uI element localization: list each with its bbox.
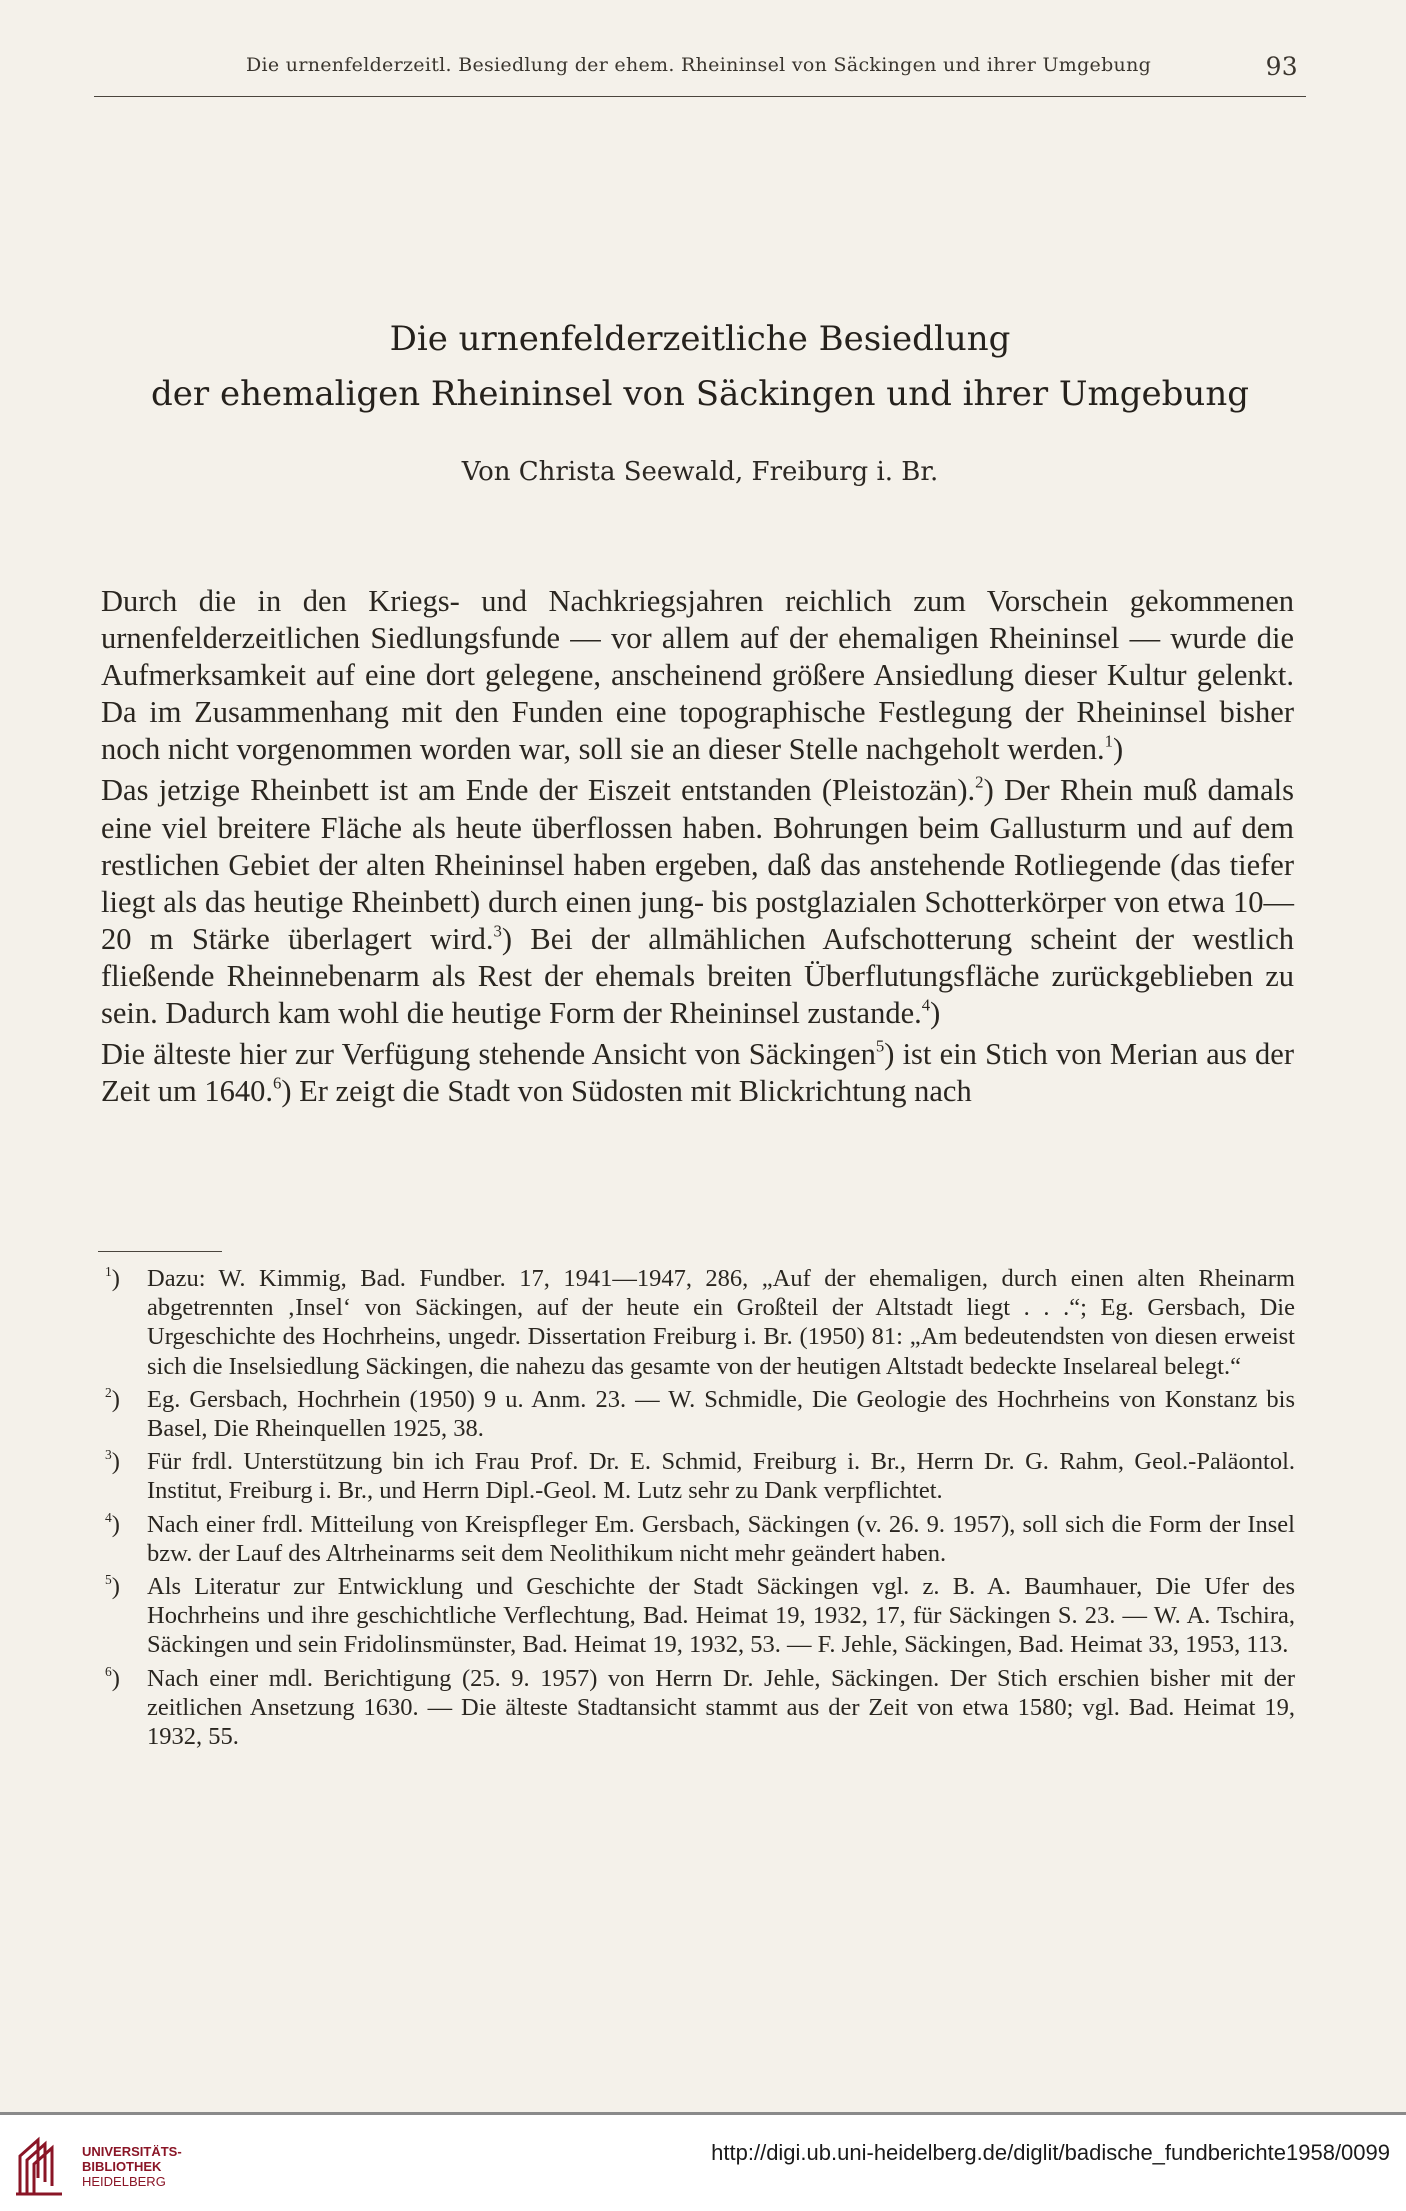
paragraph-2 (101, 772, 1294, 1032)
paragraph-1 (101, 583, 1294, 768)
footnote-ref: 5 (875, 1036, 885, 1056)
article-author: Von Christa Seewald, Freiburg i. Br. (461, 457, 939, 487)
footnote (105, 1572, 1295, 1660)
footnote-mark: $^3$) (105, 1447, 120, 1476)
paragraph-text: ) Er zeigt die Stadt von Südosten mit Blickrichtung nach (281, 1074, 972, 1109)
footnote-text: Dazu: W. Kimmig, Bad. Fundber. 17, 1941—1947, 286, „Auf der ehemaligen, durch einen alten Rheinarm abgetrennten ‚Insel‘ von Säckingen, auf der heute ein Großteil der Altstadt liegt . . .“; Eg. Gersbach, Die Urgeschichte des Hochrheins, ungedr. Dissertation Freiburg i. Br. (1950) 81: „Am bedeutendsten von diesen erweist sich die Inselsiedlung Säckingen, die nahezu das gesamte von der heutigen Altstadt bedeckte Inselareal belegt.“ (147, 1265, 1295, 1380)
title-line-2: der ehemaligen Rheininsel von Säckingen und ihrer Umgebung (151, 374, 1249, 414)
header-rule (94, 96, 1306, 97)
footnote-mark: $^1$) (105, 1263, 120, 1292)
page-number: 93 (1265, 52, 1298, 81)
library-name-line-3: HEIDELBERG (82, 2174, 166, 2189)
footnote-text: Nach einer frdl. Mitteilung von Kreispfleger Em. Gersbach, Säckingen (v. 26. 9. 1957), soll sich die Form der Insel bzw. der Lauf des Altrheinarms seit dem Neolithikum nicht mehr geändert haben. (147, 1510, 1295, 1567)
footnote (105, 1385, 1295, 1443)
footnote-number: 4 (105, 1509, 112, 1525)
footnote-text: Für frdl. Unterstützung bin ich Frau Prof. Dr. E. Schmid, Freiburg i. Br., Herrn Dr. G. Rahm, Geol.-Paläontol. Institut, Freiburg i. Br., und Herrn Dipl.-Geol. M. Lutz sehr zu Dank verpflichtet. (147, 1448, 1295, 1505)
library-footer (0, 2112, 1406, 2211)
footnote (105, 1447, 1295, 1505)
footnote-text: Nach einer mdl. Berichtigung (25. 9. 1957) von Herrn Dr. Jehle, Säckingen. Der Stich erschien bisher mit der zeitlichen Ansetzung 1630. — Die älteste Stadtansicht stammt aus der Zeit von etwa 1580; vgl. Bad. Heimat 19, 1932, 55. (147, 1664, 1295, 1751)
footnote-number: 2 (105, 1384, 112, 1400)
footnote-mark: $^6$) (105, 1663, 120, 1692)
footnote-text: Eg. Gersbach, Hochrhein (1950) 9 u. Anm. 23. — W. Schmidle, Die Geologie des Hochrheins von Konstanz bis Basel, Die Rheinquellen 1925, 38. (147, 1385, 1295, 1443)
title-line-1: Die urnenfelderzeitliche Besiedlung (389, 319, 1011, 359)
source-url-link[interactable]: http://digi.ub.uni-heidelberg.de/diglit/badische_fundberichte1958/0099 (711, 2140, 1390, 2165)
footnote-text: Als Literatur zur Entwicklung und Geschichte der Stadt Säckingen vgl. z. B. A. Baumhauer, Die Ufer des Hochrheins und ihre geschichtliche Verflechtung, Bad. Heimat 19, 1932, 17, für Säckingen S. 23. — W. A. Tschira, Säckingen und sein Fridolinsmünster, Bad. Heimat 19, 1932, 53. — F. Jehle, Säckingen, Bad. Heimat 33, 1953, 113. (147, 1573, 1295, 1659)
paragraph-text: Durch die in den Kriegs- und Nachkriegsjahren reichlich zum Vorschein gekommenen urnenfelderzeitlichen Siedlungsfunde — vor allem auf der ehemaligen Rheininsel — wurde die Aufmerksamkeit auf eine dort gelegene, anscheinend größere Ansiedlung dieser Kultur gelenkt. Da im Zusammenhang mit den Funden eine topographische Festlegung der Rheininsel bisher noch nicht vorgenommen worden war, soll sie an dieser Stelle nachgeholt werden. (101, 584, 1294, 767)
library-name-line-1: UNIVERSITÄTS- (82, 2144, 182, 2159)
library-name-line-2: BIBLIOTHEK (82, 2159, 162, 2174)
footnote-mark: $^5$) (105, 1571, 120, 1601)
footnote-number: 5 (105, 1571, 112, 1587)
footnote-ref: 6 (272, 1073, 282, 1093)
library-logo-icon (12, 2134, 70, 2198)
paragraph-text: ) Der Rhein muß damals eine viel breitere Fläche als heute überflossen haben. Bohrungen beim Gallusturm und auf dem restlichen Gebiet der alten Rheininsel haben ergeben, daß das anstehende Rotliegende (das tiefer liegt als das heutige Rheinbett) durch einen jung- bis postglazialen Schotterkörper von etwa 10—20 m Stärke überlagert wird. (101, 773, 1294, 956)
footnote-mark: $^2$) (105, 1384, 120, 1413)
paragraph-text: ) (930, 996, 941, 1031)
footnote-ref: 4 (921, 995, 931, 1015)
paragraph-3 (101, 1036, 1294, 1110)
body-text (101, 583, 1294, 1114)
footnote (105, 1664, 1295, 1752)
running-head-title: Die urnenfelderzeitl. Besiedlung der ehem. Rheininsel von Säckingen und ihrer Umgebung (246, 54, 1152, 76)
footnote-ref: 2 (975, 772, 984, 792)
footnote-mark: $^4$) (105, 1509, 120, 1538)
paragraph-text: ) ist ein Stich von Merian aus der Zeit um 1640. (101, 1037, 1294, 1109)
paragraph-text: Das jetzige Rheinbett ist am Ende der Eiszeit entstanden (Pleistozän). (101, 773, 976, 808)
footnote (105, 1510, 1295, 1568)
footnote-rule (98, 1251, 222, 1252)
library-name (82, 2144, 182, 2189)
paragraph-text: ) Bei der allmählichen Aufschotterung scheint der westlich fließende Rheinnebenarm als Rest der ehemals breiten Überflutungsfläche zurückgeblieben zu sein. Dadurch kam wohl die heutige Form der Rheininsel zustande. (101, 921, 1294, 1031)
footnote-ref: 3 (493, 921, 502, 941)
article-title (94, 312, 1306, 422)
footnote-number: 6 (105, 1663, 112, 1679)
footnote-number: 3 (105, 1447, 112, 1463)
paragraph-text: ) (1112, 732, 1124, 767)
footer-rule (0, 2112, 1406, 2115)
paragraph-text: Die älteste hier zur Verfügung stehende Ansicht von Säckingen (101, 1037, 876, 1072)
footnote-ref: 1 (1104, 731, 1113, 751)
footnote-number: 1 (105, 1263, 112, 1279)
footnote (105, 1264, 1295, 1381)
footnotes (105, 1264, 1295, 1755)
